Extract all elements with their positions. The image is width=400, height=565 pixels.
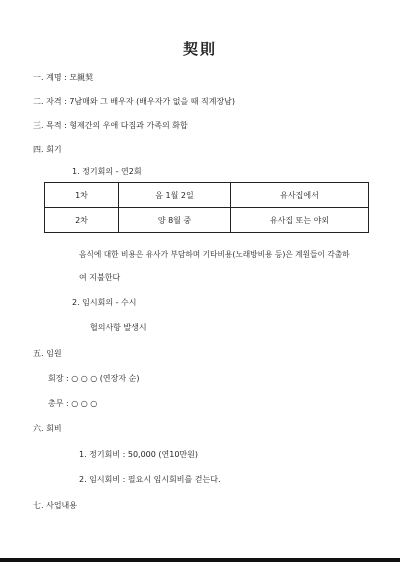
dues-heading: 六. 회비 — [33, 424, 62, 433]
page-bottom-divider — [0, 558, 400, 562]
table-row — [45, 208, 369, 233]
president-line: 회장 : ○ ○ ○ (연장자 순) — [48, 374, 140, 383]
secretary-line: 총무 : ○ ○ ○ — [48, 399, 98, 408]
special-dues: 2. 임시회비 : 필요시 임시회비를 걷는다. — [79, 475, 221, 484]
document-title: 契則 — [182, 40, 217, 58]
table-cell: 유사집 또는 야외 — [231, 208, 369, 233]
regular-meeting: 1. 정기회의 - 연2회 — [72, 167, 142, 176]
meeting-table — [44, 182, 369, 233]
regular-dues: 1. 정기회비 : 50,000 (연10만원) — [79, 450, 199, 459]
cost-note-line-1: 음식에 대한 비용은 유사가 부담하며 기타비용(노래방비용 등)은 계원들이 각출하 — [79, 250, 350, 259]
special-meeting-note: 협의사항 발생시 — [90, 323, 147, 332]
cost-note-line-2: 여 지불한다 — [79, 273, 121, 282]
table-cell: 양 8월 중 — [119, 208, 231, 233]
table-cell: 1차 — [45, 183, 119, 208]
officers-heading: 五. 임원 — [33, 349, 62, 358]
special-meeting: 2. 임시회의 - 수시 — [72, 298, 137, 307]
table-cell: 2차 — [45, 208, 119, 233]
item-name: 一. 계명 : 모親契 — [33, 73, 94, 82]
business-heading: 七. 사업내용 — [33, 501, 77, 510]
meetings-heading: 四. 회기 — [33, 145, 62, 154]
item-purpose: 三. 목적 : 형제간의 우애 다짐과 가족의 화합 — [33, 121, 188, 130]
table-cell: 유사집에서 — [231, 183, 369, 208]
item-qualification: 二. 자격 : 7남매와 그 배우자 (배우자가 없을 때 직계장남) — [33, 97, 236, 106]
table-row — [45, 183, 369, 208]
table-cell: 음 1월 2일 — [119, 183, 231, 208]
